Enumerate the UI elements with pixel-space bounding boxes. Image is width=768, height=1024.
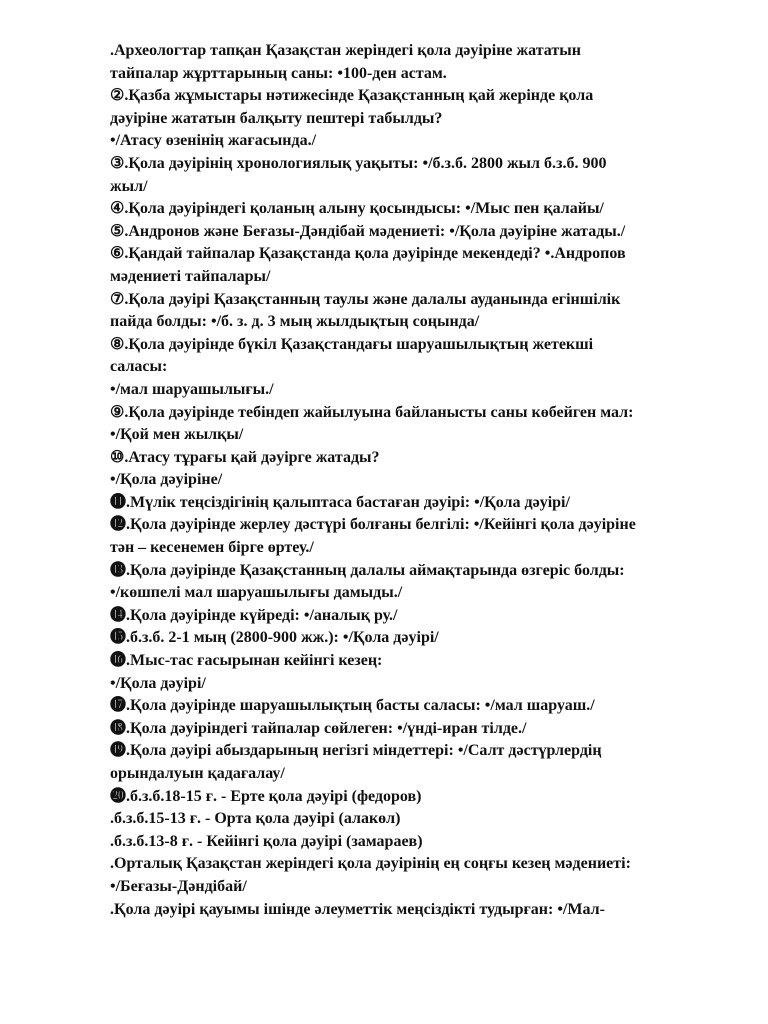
text-line: дәуіріне жататын балқыту пештері табылды? — [110, 109, 443, 127]
text-line: .б.з.б.13-8 ғ. - Кейінгі қола дәуірі (замараев) — [110, 832, 423, 850]
text-line: .Орталық Қазақстан жеріндегі қола дәуірінің ең соңғы кезең мәдениеті: — [110, 855, 631, 873]
text-line: ⓱.Қола дәуірінде шаруашылықтың басты саласы: •/мал шаруаш./ — [110, 697, 595, 715]
text-line: орындалуын қадағалау/ — [110, 765, 285, 782]
text-line: •/Қола дәуірі/ — [110, 674, 206, 692]
text-line: ⓯.б.з.б. 2-1 мың (2800-900 жж.): •/Қола дәуірі/ — [110, 629, 439, 647]
text-line: •/Қой мен жылқы/ — [110, 426, 244, 444]
text-line: жыл/ — [110, 177, 148, 195]
text-line: •/мал шаруашылығы./ — [110, 380, 274, 398]
text-line: мәдениеті тайпалары/ — [110, 267, 271, 285]
text-line: ⓲.Қола дәуіріндегі тайпалар сөйлеген: •/үнді-иран тілде./ — [110, 719, 527, 737]
text-line: ③.Қола дәуірінің хронологиялық уақыты: •/б.з.б. 2800 жыл б.з.б. 900 — [110, 154, 607, 172]
text-line: ⑧.Қола дәуірінде бүкіл Қазақстандағы шаруашылықтың жетекші — [110, 335, 594, 353]
text-line: тән – кесенемен бірге өртеу./ — [110, 539, 314, 557]
text-line: ⑩.Атасу тұрағы қай дәуірге жатады? — [110, 448, 380, 466]
text-line: ⓳.Қола дәуірі абыздарының негізгі міндеттері: •/Салт дәстүрлердің — [110, 742, 602, 760]
text-line: ⓰.Мыс-тас ғасырынан кейінгі кезең: — [110, 652, 383, 670]
text-line: •/Беғазы-Дәндібай/ — [110, 877, 247, 895]
text-line: ⓮.Қола дәуірінде күйреді: •/аналық ру./ — [110, 606, 398, 624]
text-line: •/көшпелі мал шаруашылығы дамыды./ — [110, 584, 403, 602]
text-line: пайда болды: •/б. з. д. 3 мың жылдықтың соңында/ — [110, 313, 480, 331]
text-line: ⑤.Андронов және Беғазы-Дәндібай мәдениеті: •/Қола дәуіріне жатады./ — [110, 222, 626, 240]
text-line: ⓬.Қола дәуірінде жерлеу дәстүрі болғаны белгілі: •/Кейінгі қола дәуіріне — [110, 516, 636, 534]
text-line: ⓴.б.з.б.18-15 ғ. - Ерте қола дәуірі (федоров) — [110, 787, 422, 805]
text-line: •/Қола дәуіріне/ — [110, 471, 223, 489]
text-line: ②.Қазба жұмыстары нәтижесінде Қазақстанның қай жерінде қола — [110, 87, 594, 105]
text-line: .б.з.б.15-13 ғ. - Орта қола дәуірі (алакөл) — [110, 810, 401, 828]
document-page — [110, 40, 750, 921]
text-line: ④.Қола дәуіріндегі қоланың алыну қосындысы: •/Мыс пен қалайы/ — [110, 200, 604, 218]
text-line: ⓫.Мүлік теңсіздігінің қалыптаса бастаған дәуірі: •/Қола дәуірі/ — [110, 493, 570, 511]
text-line: тайпалар жұрттарының саны: •100-ден астам. — [110, 64, 447, 82]
text-line: •/Атасу өзенінің жағасында./ — [110, 132, 317, 150]
text-line: саласы: — [110, 358, 168, 376]
text-line: .Қола дәуірі қауымы ішінде әлеуметтік меңсіздікті тудырған: •/Мал- — [110, 900, 605, 918]
text-line: ⑥.Қандай тайпалар Қазақстанда қола дәуірінде мекендеді? •.Андропов — [110, 245, 626, 263]
text-line: ⑨.Қола дәуірінде тебіндеп жайылуына байланысты саны көбейген мал: — [110, 403, 634, 421]
text-line: ⑦.Қола дәуірі Қазақстанның таулы және далалы ауданында егіншілік — [110, 290, 621, 308]
text-line: ⓭.Қола дәуірінде Қазақстанның далалы аймақтарында өзгеріс болды: — [110, 561, 625, 579]
text-line: .Археологтар тапқан Қазақстан жеріндегі қола дәуіріне жататын — [110, 42, 581, 59]
